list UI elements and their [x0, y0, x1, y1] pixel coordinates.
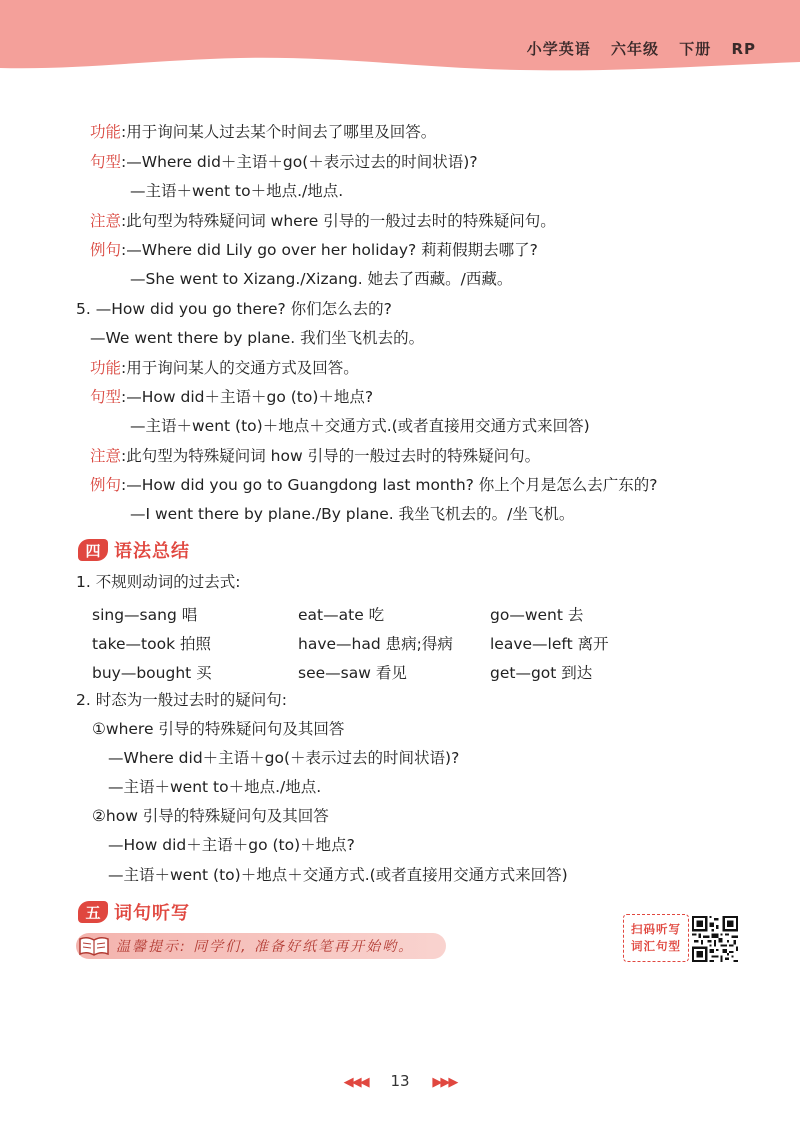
scan-label-line2: 词汇句型: [631, 939, 681, 953]
verb-cell: eat—ate 吃: [298, 606, 385, 624]
note-label: 注意: [90, 212, 122, 230]
where-answer: —主语＋went to＋地点./地点.: [108, 778, 322, 796]
header-edition: RP: [731, 40, 756, 58]
block2-example-q: 例句:—How did you go to Guangdong last month? 你上个月是怎么去广东的?: [90, 476, 658, 494]
block2-example-a: —I went there by plane./By plane. 我坐飞机去的。/坐飞机。: [130, 505, 575, 523]
where-subheading: ①where 引导的特殊疑问句及其回答: [92, 720, 345, 738]
function-text: 用于询问某人的交通方式及回答。: [126, 359, 359, 377]
tip-banner: [76, 933, 446, 959]
pattern-label: 句型: [90, 388, 122, 406]
header-grade: 六年级: [610, 40, 659, 58]
note-text: 此句型为特殊疑问词 where 引导的一般过去时的特殊疑问句。: [126, 212, 556, 230]
block1-pattern-a: —主语＋went to＋地点./地点.: [130, 182, 344, 200]
section5-heading: [78, 900, 190, 924]
example-label: 例句: [90, 241, 122, 259]
page-number: 13: [390, 1072, 410, 1090]
section4-title: 语法总结: [114, 541, 190, 562]
how-question: —How did＋主语＋go (to)＋地点?: [108, 836, 355, 854]
function-text: 用于询问某人过去某个时间去了哪里及回答。: [126, 123, 437, 141]
section5-badge: 五: [78, 901, 108, 923]
page-footer: [0, 1072, 800, 1090]
grammar-item-1: 1. 不规则动词的过去式:: [76, 573, 241, 591]
section4-badge: 四: [78, 539, 108, 561]
verb-cell: buy—bought 买: [92, 664, 212, 682]
verb-cell: take—took 拍照: [92, 635, 211, 653]
block1-example-q: 例句:—Where did Lily go over her holiday? 莉莉假期去哪了?: [90, 241, 538, 259]
block1-note: 注意:此句型为特殊疑问词 where 引导的一般过去时的特殊疑问句。: [90, 212, 556, 230]
scan-label-box: [623, 914, 689, 962]
pattern-label: 句型: [90, 153, 122, 171]
block1-function: 功能:用于询问某人过去某个时间去了哪里及回答。: [90, 123, 437, 141]
block2-note: 注意:此句型为特殊疑问词 how 引导的一般过去时的特殊疑问句。: [90, 447, 541, 465]
example-question: —How did you go to Guangdong last month? 你上个月是怎么去广东的?: [126, 476, 658, 494]
verb-cell: go—went 去: [490, 606, 584, 624]
function-label: 功能: [90, 123, 122, 141]
header-term: 下册: [679, 40, 712, 58]
left-arrows: ◀◀◀: [343, 1075, 368, 1090]
block2-function: 功能:用于询问某人的交通方式及回答。: [90, 359, 359, 377]
section5-title: 词句听写: [114, 903, 190, 924]
block2-title-q: 5. —How did you go there? 你们怎么去的?: [76, 300, 392, 318]
verb-cell: get—got 到达: [490, 664, 593, 682]
verb-cell: leave—left 离开: [490, 635, 609, 653]
example-question: —Where did Lily go over her holiday? 莉莉假期去哪了?: [126, 241, 538, 259]
block1-example-a: —She went to Xizang./Xizang. 她去了西藏。/西藏。: [130, 270, 513, 288]
header-info: [513, 38, 756, 59]
block2-pattern-q: 句型:—How did＋主语＋go (to)＋地点?: [90, 388, 374, 406]
pattern-question: —How did＋主语＋go (to)＋地点?: [126, 388, 374, 406]
tip-text: 温馨提示: 同学们, 准备好纸笔再开始哟。: [116, 939, 415, 955]
qr-code-icon[interactable]: [692, 916, 738, 962]
verb-cell: have—had 患病;得病: [298, 635, 453, 653]
pattern-question: —Where did＋主语＋go(＋表示过去的时间状语)?: [126, 153, 478, 171]
note-label: 注意: [90, 447, 122, 465]
block2-title-a: —We went there by plane. 我们坐飞机去的。: [90, 329, 425, 347]
how-subheading: ②how 引导的特殊疑问句及其回答: [92, 807, 329, 825]
right-arrows: ▶▶▶: [432, 1075, 457, 1090]
section4-heading: [78, 538, 190, 562]
open-book-icon: [78, 935, 110, 957]
verb-cell: see—saw 看见: [298, 664, 407, 682]
where-question: —Where did＋主语＋go(＋表示过去的时间状语)?: [108, 749, 460, 767]
header-subject: 小学英语: [526, 40, 591, 58]
how-answer: —主语＋went (to)＋地点＋交通方式.(或者直接用交通方式来回答): [108, 866, 568, 884]
grammar-item-2: 2. 时态为一般过去时的疑问句:: [76, 691, 287, 709]
verb-cell: sing—sang 唱: [92, 606, 198, 624]
note-text: 此句型为特殊疑问词 how 引导的一般过去时的特殊疑问句。: [126, 447, 541, 465]
function-label: 功能: [90, 359, 122, 377]
block1-pattern-q: 句型:—Where did＋主语＋go(＋表示过去的时间状语)?: [90, 153, 478, 171]
block2-pattern-a: —主语＋went (to)＋地点＋交通方式.(或者直接用交通方式来回答): [130, 417, 590, 435]
scan-label-line1: 扫码听写: [631, 922, 681, 936]
example-label: 例句: [90, 476, 122, 494]
